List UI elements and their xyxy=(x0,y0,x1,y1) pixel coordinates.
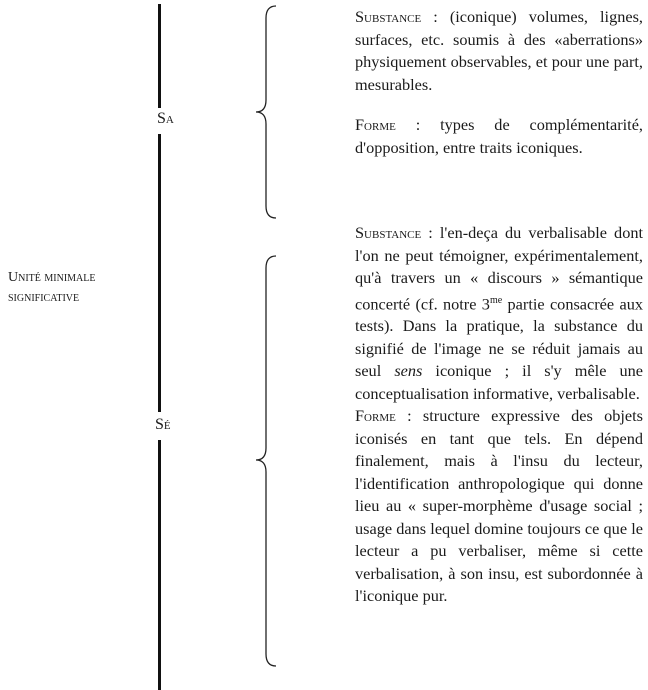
signified-substance-key: Substance xyxy=(355,223,422,242)
signified-substance-text-b: partie consacrée aux tests). Dans la pratique, la substance du signifié de l'image ne se réduit jamais au seul xyxy=(355,293,643,381)
signifier-spine-top xyxy=(158,4,161,108)
signifier-substance xyxy=(355,6,643,96)
signified-substance-text-a: : l'en-deça du verbalisable dont l'on ne peut témoigner, expérimentalement, qu'à travers un « discours » sémantique concerté (cf. notre 3 xyxy=(355,223,643,313)
signified-spine-bottom xyxy=(158,440,161,690)
signifier-label: Sa xyxy=(157,110,174,127)
signified-substance-text-c: iconique ; il s'y mêle une conceptualisation informative, verbalisable. xyxy=(355,361,643,403)
signified-substance xyxy=(355,222,643,405)
signifier-form xyxy=(355,114,643,159)
signified-label: Sé xyxy=(155,416,171,433)
signifier-form-key: Forme xyxy=(355,115,396,134)
signifier-substance-text: : (iconique) volumes, lignes, surfaces, etc. soumis à des «aberrations» physiquement observables, et pour une part, mesurables. xyxy=(355,7,643,94)
signifier-substance-key: Substance xyxy=(355,7,422,26)
unit-label-line-2: significative xyxy=(8,290,80,305)
unit-label-line-1: Unité minimale xyxy=(8,270,96,285)
signified-brace xyxy=(252,254,282,668)
signified-substance-superscript: me xyxy=(489,294,503,306)
signified-form-text: : structure expressive des objets iconisés en tant que tels. En dépend finalement, mais à l'insu du lecteur, l'identification anthropologique qui donne lieu au « super-morphème d'usage social ; usage dans lequel domine toujours ce que le lecteur a pu verbaliser, même si cette verbalisation, à son insu, est subordonnée à l'iconique pur. xyxy=(355,406,643,606)
signified-form xyxy=(355,405,643,608)
signified-description xyxy=(355,222,643,608)
signifier-description xyxy=(355,6,643,159)
signifier-spine-middle xyxy=(158,134,161,412)
unit-label xyxy=(8,268,95,308)
signifier-form-text: : types de complémentarité, d'opposition, entre traits iconiques. xyxy=(355,115,643,157)
signifier-brace xyxy=(252,4,282,220)
signified-form-key: Forme xyxy=(355,406,396,426)
signified-substance-emphasis: sens xyxy=(394,361,423,381)
